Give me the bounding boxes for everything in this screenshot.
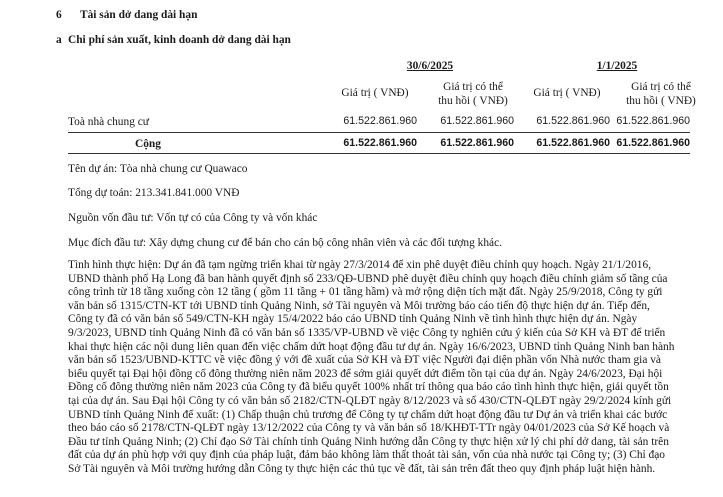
status-line: theo báo cáo số 2178/CTN-QLĐT ngày 13/12/2022 của Công ty và văn bản số 18/KHĐT-TTr ngày 04/01/2023 của Sở Kế hoạch và: [68, 422, 670, 435]
status-line: Công ty đã có văn bản số 549/CTN-KH ngày 15/4/2022 báo cáo UBND tỉnh Quảng Ninh về tình hình thực hiện dự án. Ngày: [68, 313, 638, 326]
total-bottom-rule: [68, 153, 690, 154]
total-value-4: 61.522.861.960: [616, 137, 690, 149]
period-header-2: 1/1/2025: [596, 60, 638, 72]
period-header-1: 30/6/2025: [406, 60, 454, 72]
status-line: Tình hình thực hiện: Dự án đã tạm ngừng triển khai từ ngày 27/3/2014 để xin phê duyệt điều chỉnh quy hoạch. Ngày 21/1/2016,: [68, 259, 652, 271]
total-value-3: 61.522.861.960: [536, 137, 610, 149]
status-line: UBND tỉnh Quảng Ninh để xuất: (1) Chấp thuận chủ trương để Công ty tự chấm dứt hoạt động đầu tư Dự án và triển khai các bước: [68, 408, 668, 421]
col-recover-header-2b: thu hồi ( VNĐ): [626, 95, 696, 107]
col-recover-header-1b: thu hồi ( VNĐ): [438, 95, 508, 107]
row-value-4: 61.522.861.960: [616, 115, 690, 127]
status-line: Sở Tài nguyên và Môi trường hướng dẫn Công ty thực hiện các thủ tục về đất, tài sản trên đất theo quy định pháp luật hiện hành.: [68, 462, 656, 475]
col-recover-header-2a: Giá trị có thể: [631, 81, 691, 93]
row-label: Toà nhà chung cư: [68, 116, 149, 128]
status-line: khai thực hiện các nội dung liên quan đến việc chấm dứt hoạt động đầu tư dự án. Ngày 16/6/2023, UBND tỉnh Quảng Ninh ban hành: [68, 340, 675, 353]
subsection-number: a: [56, 34, 62, 46]
row-value-3: 61.522.861.960: [536, 115, 610, 127]
project-name: Tên dự án: Tòa nhà chung cư Quawaco: [68, 163, 248, 175]
status-line: đất của dự án phù hợp với quy định của pháp luật, đảm bảo không làm thất thoát tài sản, vốn của nhà nước tại Công ty; (3) Chỉ đạo: [68, 449, 665, 462]
status-paragraph: [68, 259, 690, 477]
col-recover-header-1a: Giá trị có thể: [443, 81, 503, 93]
status-line: UBND thành phố Hạ Long đã ban hành quyết định số 233/QĐ-UBND phê duyệt điều chỉnh quy hoạch điều chỉnh giảm số tầng của: [68, 272, 668, 285]
subsection-title: Chi phí sản xuất, kinh doanh dở dang dài hạn: [68, 34, 291, 46]
investment-purpose: Mục đích đầu tư: Xây dựng chung cư để bán cho cán bộ công nhân viên và các đối tượng khác.: [68, 237, 503, 249]
col-value-header-2: Giá trị ( VNĐ): [533, 87, 601, 99]
status-line: Đồng cổ đông thường niên năm 2023 của Công ty đã biểu quyết 100% nhất trí thông qua báo cáo tình hình thực hiện, giải quyết tồn: [68, 381, 669, 394]
total-value-2: 61.522.861.960: [440, 137, 514, 149]
row-value-2: 61.522.861.960: [440, 115, 514, 127]
total-value-1: 61.522.861.960: [343, 137, 417, 149]
status-line: 9/3/2023, UBND tỉnh Quảng Ninh đã có văn bản số 1335/VP-UBND về việc Công ty nghiên cứu ý kiến của Sở KH và ĐT để triển: [68, 326, 666, 339]
status-line: Đầu tư tỉnh Quảng Ninh; (2) Chỉ đạo Sở Tài chính tỉnh Quảng Ninh hướng dẫn Công ty thực hiện xử lý chi phí dở dang, tài sản trên: [68, 435, 669, 448]
section-title: Tài sản dở dang dài hạn: [80, 9, 198, 21]
status-line: công trình từ 18 tầng xuống còn 12 tầng ( gồm 11 tầng + 01 tầng hầm) và mở rộng diện tích mặt đất. Ngày 25/9/2018, Công ty gửi: [68, 286, 663, 299]
total-label: Cộng: [135, 138, 161, 150]
status-line: văn bản số 1523/UBND-KTTC về việc đồng ý với đề xuất của Sở KH và ĐT việc Người đại diện phần vốn Nhà nước tham gia và: [68, 354, 661, 367]
capital-source: Nguồn vốn đầu tư: Vốn tự có của Công ty và vốn khác: [68, 212, 318, 224]
col-value-header-1: Giá trị ( VNĐ): [341, 87, 409, 99]
status-line: biểu quyết tại Đại hội đồng cổ đông thường niên năm 2023 để sớm giải quyết dứt điểm tồn tại của dự án. Ngày 24/6/2023, Đại hội: [68, 367, 663, 380]
row-value-1: 61.522.861.960: [343, 115, 417, 127]
status-line: văn bản số 1315/CTN-KT tới UBND tỉnh Quảng Ninh, sở Tài nguyên và Môi trường báo cáo tiến độ thực hiện dự án. Tiếp đến,: [68, 299, 650, 312]
section-number: 6: [56, 9, 62, 21]
total-investment: Tổng dự toán: 213.341.841.000 VNĐ: [68, 187, 240, 199]
total-top-rule: [68, 132, 690, 133]
status-line: tại của dự án. Sau Đại hội Công ty có văn bản số 2182/CTN-QLĐT ngày 8/12/2023 và số 430/CTN-QLĐT ngày 29/2/2024 kính gửi: [68, 394, 672, 407]
